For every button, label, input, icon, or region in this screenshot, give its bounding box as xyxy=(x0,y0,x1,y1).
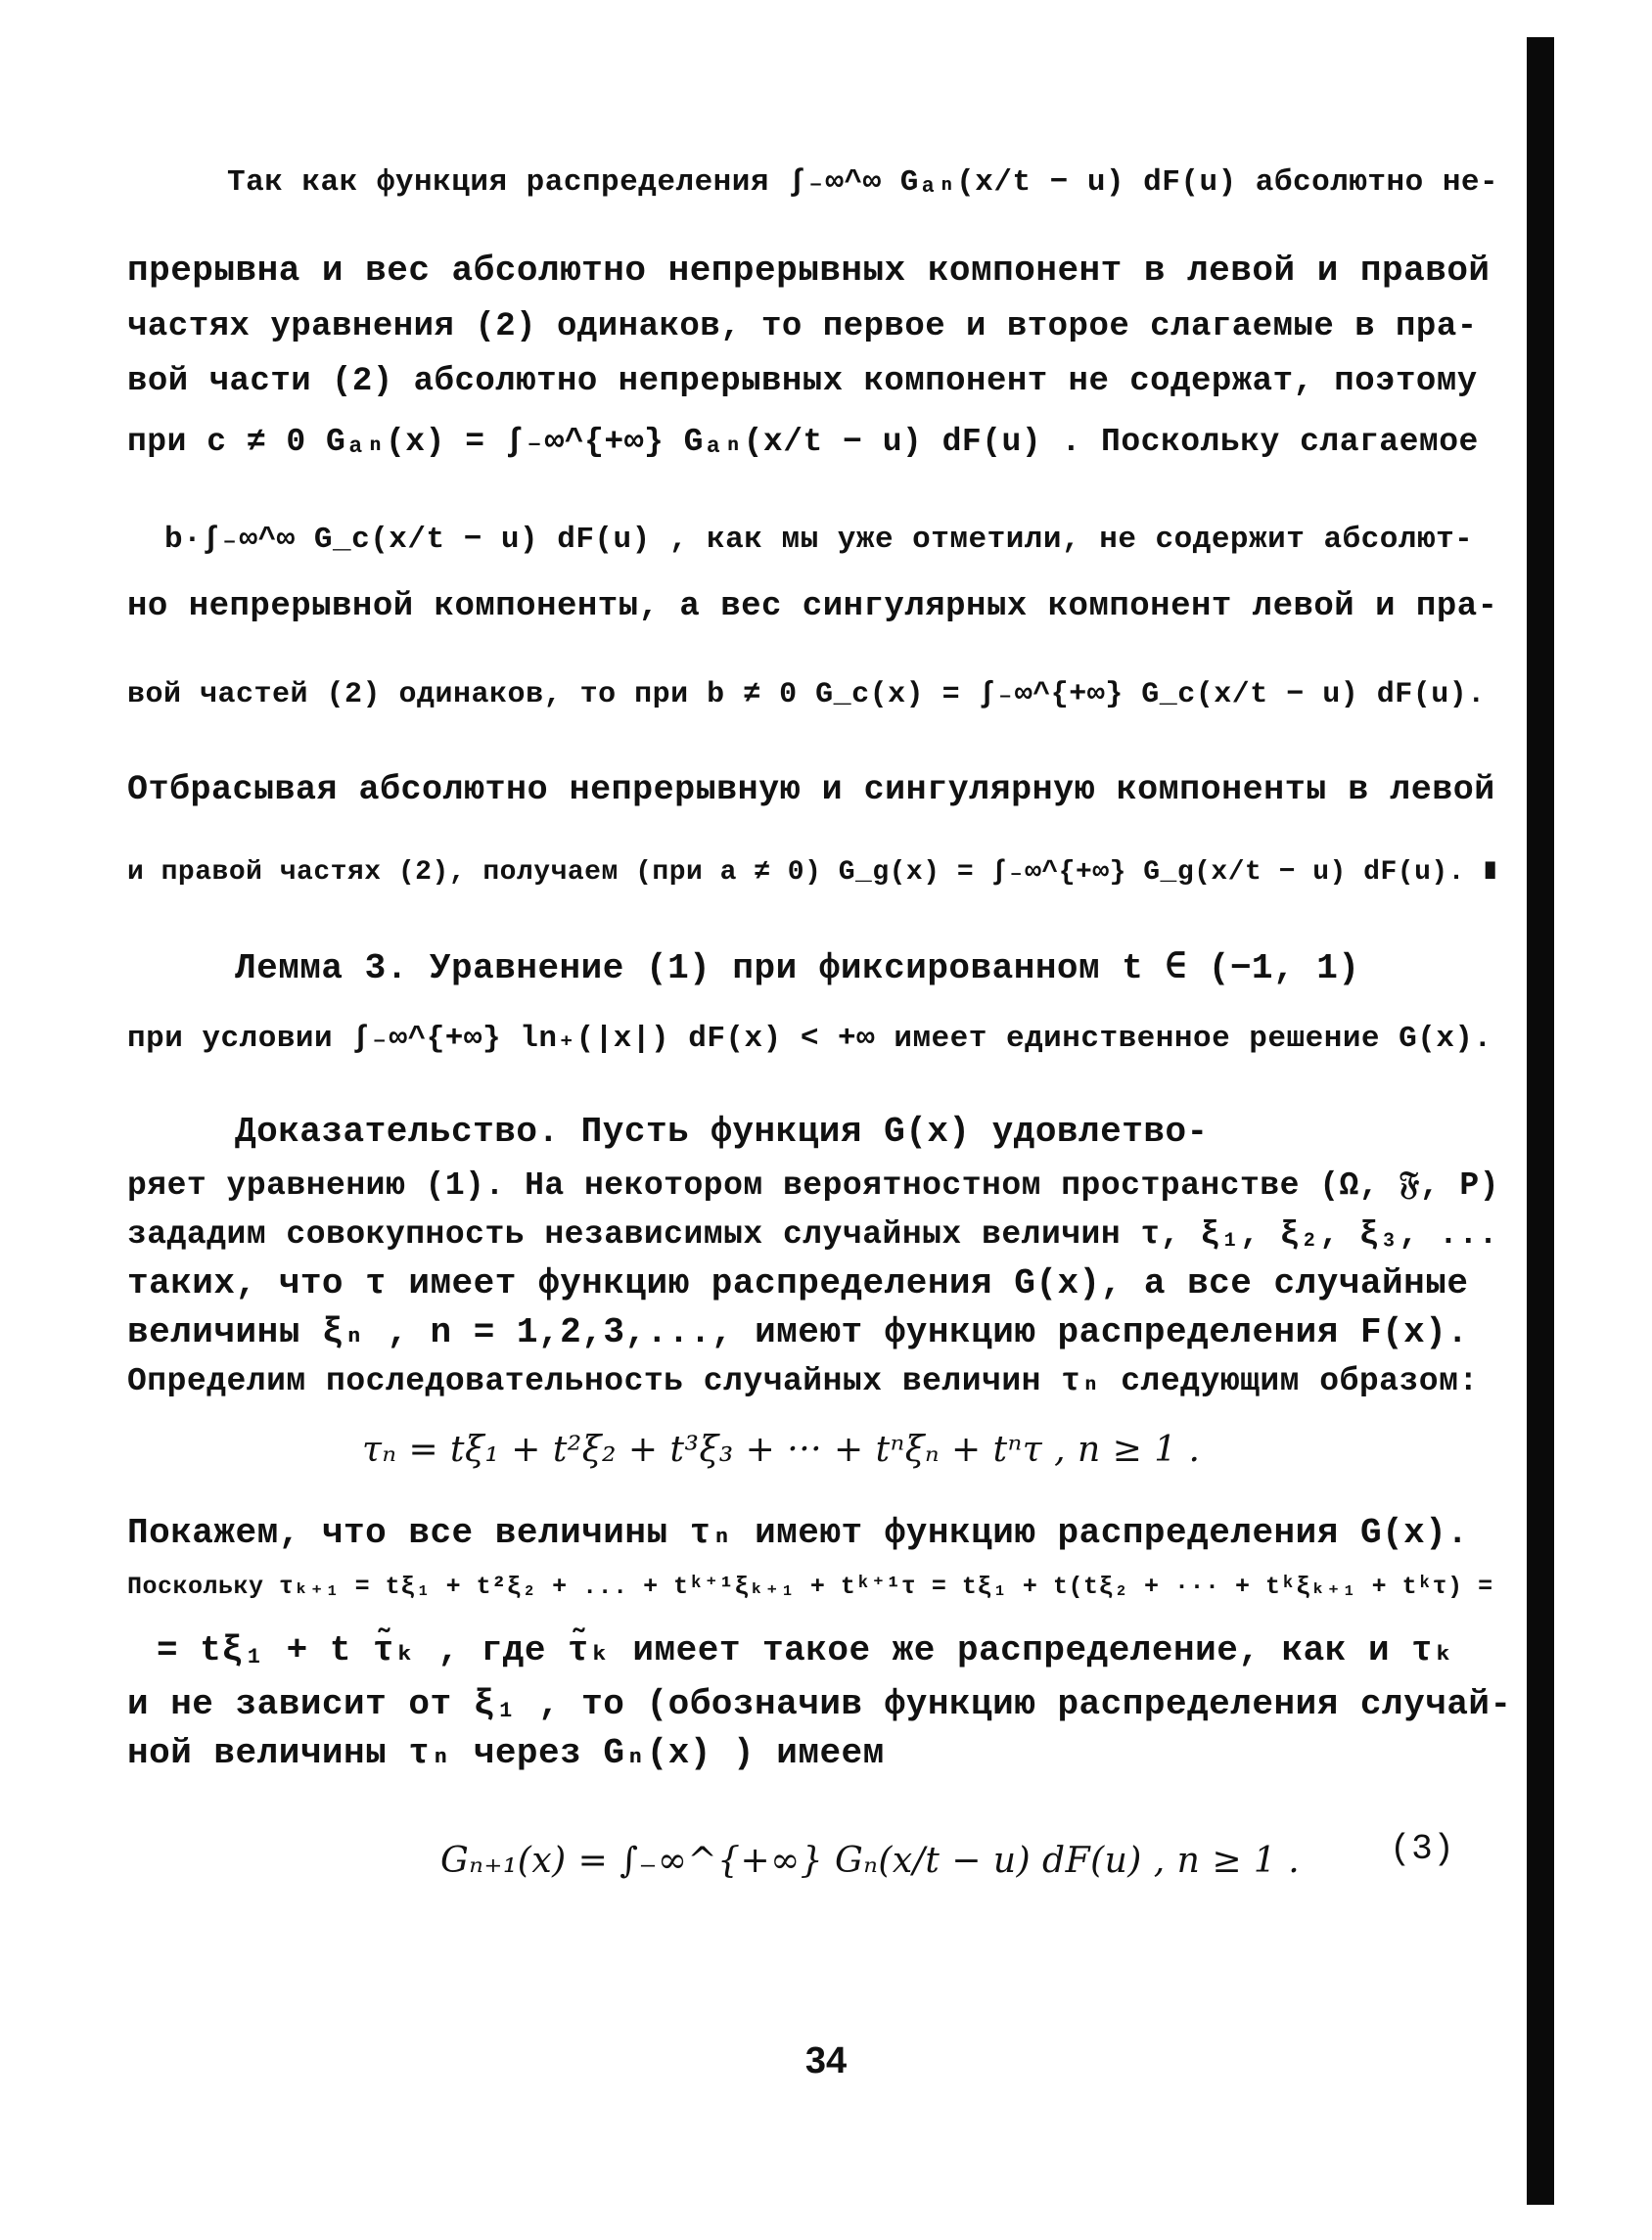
text-line-14: ряет уравнению (1). На некотором вероятностном пространстве (Ω, 𝔉, P) xyxy=(127,1167,1500,1204)
text-line-16: таких, что τ имеет функцию распределения G(x), а все случайные xyxy=(127,1263,1469,1303)
proof-heading: Доказательство. Пусть функция G(x) удовлетво- xyxy=(235,1112,1209,1152)
text-line-15: зададим совокупность независимых случайных величин τ, ξ₁, ξ₂, ξ₃, ... xyxy=(127,1216,1498,1253)
page-number: 34 xyxy=(804,2040,848,2081)
text-line-21: Поскольку τₖ₊₁ = tξ₁ + t²ξ₂ + ... + tᵏ⁺¹ξₖ₊₁ + tᵏ⁺¹τ = tξ₁ + t(tξ₂ + ··· + tᵏξₖ₊₁ + tᵏτ) = xyxy=(127,1573,1493,1601)
equation-number: (3) xyxy=(1390,1829,1455,1869)
text-line-18: Определим последовательность случайных величин τₙ следующим образом: xyxy=(127,1363,1479,1399)
text-line-9: Отбрасывая абсолютно непрерывную и сингулярную компоненты в левой xyxy=(127,770,1495,809)
text-line-10: и правой частях (2), получаем (при a ≠ 0) G_g(x) = ∫₋∞^{+∞} G_g(x/t − u) dF(u). ∎ xyxy=(127,857,1499,888)
text-line-23: и не зависит от ξ₁ , то (обозначив функцию распределения случай- xyxy=(127,1684,1512,1724)
text-line-3: частях уравнения (2) одинаков, то первое и второе слагаемые в пра- xyxy=(127,308,1478,345)
text-line-6: b·∫₋∞^∞ G_c(x/t − u) dF(u) , как мы уже отметили, не содержит абсолют- xyxy=(164,523,1474,557)
text-line-22: = tξ₁ + t τ̃ₖ , где τ̃ₖ имеет такое же распределение, как и τₖ xyxy=(157,1630,1455,1670)
text-line-5: при c ≠ 0 Gₐₙ(x) = ∫₋∞^{+∞} Gₐₙ(x/t − u) dF(u) . Поскольку слагаемое xyxy=(127,424,1479,460)
equation-3: Gₙ₊₁(x) = ∫₋∞^{+∞} Gₙ(x/t − u) dF(u) , n ≥ 1 . xyxy=(440,1841,1301,1881)
equation-tau-n: τₙ = tξ₁ + t²ξ₂ + t³ξ₃ + ··· + tⁿξₙ + tⁿτ , n ≥ 1 . xyxy=(362,1430,1201,1470)
text-line-4: вой части (2) абсолютно непрерывных компонент не содержат, поэтому xyxy=(127,363,1478,400)
text-line-1: Так как функция распределения ∫₋∞^∞ Gₐₙ(x/t − u) dF(u) абсолютно не- xyxy=(227,165,1499,200)
lemma-heading: Лемма 3. Уравнение (1) при фиксированном t ∈ (−1, 1) xyxy=(235,948,1360,988)
text-line-12: при условии ∫₋∞^{+∞} ln₊(|x|) dF(x) < +∞ имеет единственное решение G(x). xyxy=(127,1022,1492,1056)
text-line-20: Покажем, что все величины τₙ имеют функцию распределения G(x). xyxy=(127,1513,1469,1553)
text-line-2: прерывна и вес абсолютно непрерывных компонент в левой и правой xyxy=(127,251,1491,291)
text-line-17: величины ξₙ , n = 1,2,3,..., имеют функцию распределения F(x). xyxy=(127,1312,1469,1352)
text-line-24: ной величины τₙ через Gₙ(x) ) имеем xyxy=(127,1733,885,1773)
text-line-8: вой частей (2) одинаков, то при b ≠ 0 G_c(x) = ∫₋∞^{+∞} G_c(x/t − u) dF(u). xyxy=(127,678,1486,711)
page-edge-bar xyxy=(1527,37,1554,2205)
text-line-7: но непрерывной компоненты, а вес сингулярных компонент левой и пра- xyxy=(127,588,1498,625)
